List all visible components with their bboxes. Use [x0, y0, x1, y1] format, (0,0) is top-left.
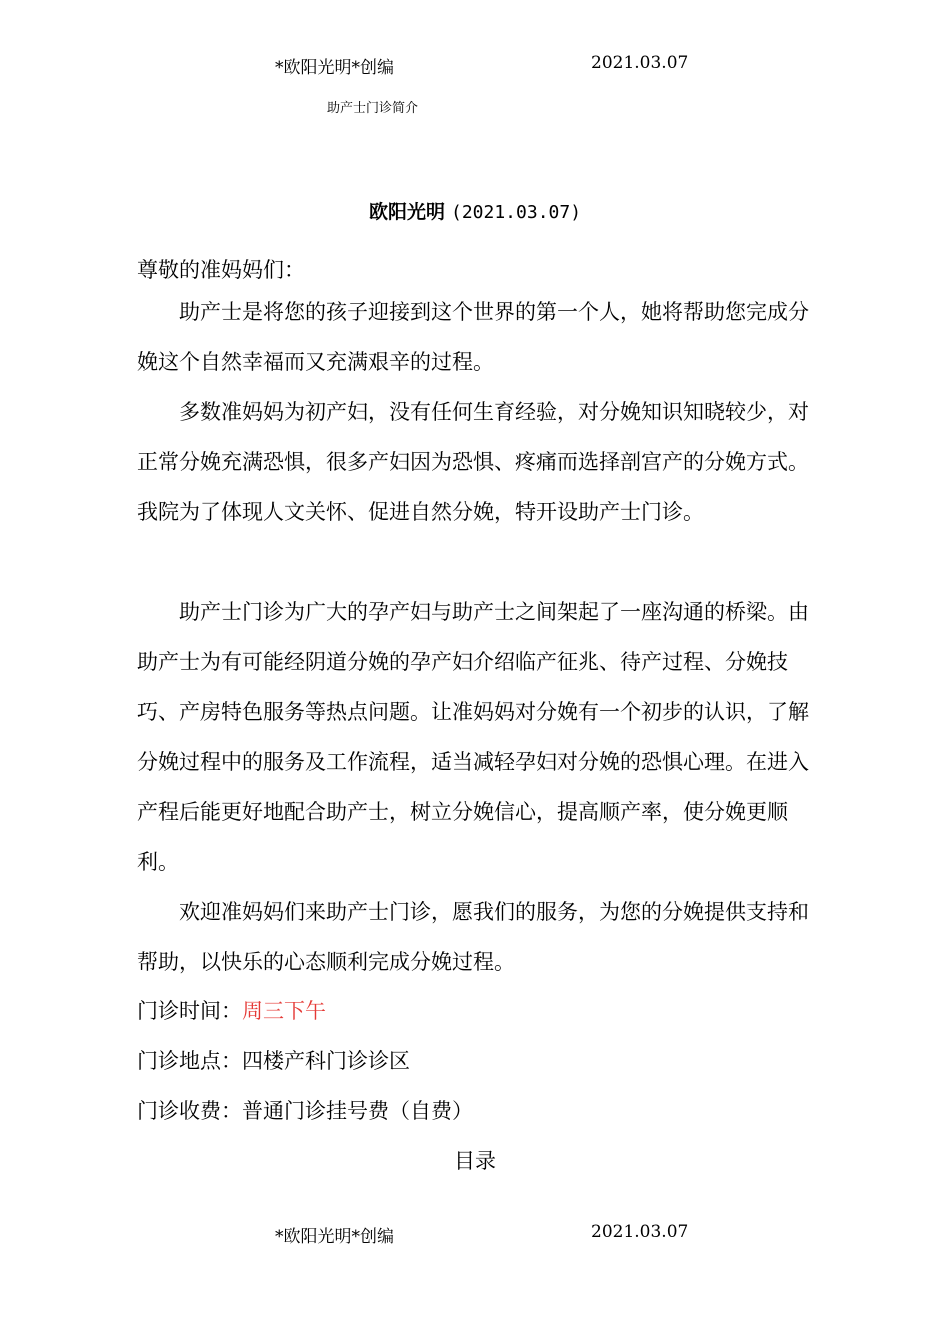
- clinic-location-label: 门诊地点：: [137, 1049, 242, 1073]
- toc-title: 目录: [454, 1149, 496, 1173]
- clinic-location-value: 四楼产科门诊诊区: [242, 1049, 410, 1073]
- header-author: *欧阳光明*创编: [275, 58, 394, 78]
- clinic-time-value: 周三下午: [242, 999, 326, 1023]
- byline-date: (2021.03.07): [451, 202, 582, 223]
- paragraph: 多数准妈妈为初产妇，没有任何生育经验，对分娩知识知晓较少，对正常分娩充满恐惧，很多产妇因为恐惧、疼痛而选择剖宫产的分娩方式。我院为了体现人文关怀、促进自然分娩，特开设助产士门诊。: [137, 400, 809, 524]
- clinic-location: [137, 1045, 410, 1075]
- clinic-time-label: 门诊时间：: [137, 999, 242, 1023]
- paragraph: 助产士是将您的孩子迎接到这个世界的第一个人，她将帮助您完成分娩这个自然幸福而又充满艰辛的过程。: [137, 300, 809, 374]
- paragraph: 助产士门诊为广大的孕产妇与助产士之间架起了一座沟通的桥梁。由助产士为有可能经阴道分娩的孕产妇介绍临产征兆、待产过程、分娩技巧、产房特色服务等热点问题。让准妈妈对分娩有一个初步的认识，了解分娩过程中的服务及工作流程，适当减轻孕妇对分娩的恐惧心理。在进入产程后能更好地配合助产士，树立分娩信心，提高顺产率，使分娩更顺利。: [137, 600, 809, 874]
- greeting: 尊敬的准妈妈们：: [137, 258, 305, 282]
- clinic-time: [137, 995, 326, 1025]
- page-header: [0, 53, 950, 77]
- paragraph: 欢迎准妈妈们来助产士门诊，愿我们的服务，为您的分娩提供支持和帮助，以快乐的心态顺利完成分娩过程。: [137, 900, 809, 974]
- clinic-fee-label: 门诊收费：: [137, 1099, 242, 1123]
- clinic-fee-value: 普通门诊挂号费（自费）: [242, 1099, 473, 1123]
- page-footer: [0, 1222, 950, 1246]
- byline-name: 欧阳光明: [368, 201, 445, 223]
- header-date: 2021.03.07: [591, 53, 689, 73]
- document-subtitle: 助产士门诊简介: [327, 101, 419, 116]
- clinic-fee: [137, 1095, 473, 1125]
- byline: [0, 197, 950, 224]
- footer-author: *欧阳光明*创编: [275, 1227, 394, 1247]
- footer-date: 2021.03.07: [591, 1222, 689, 1242]
